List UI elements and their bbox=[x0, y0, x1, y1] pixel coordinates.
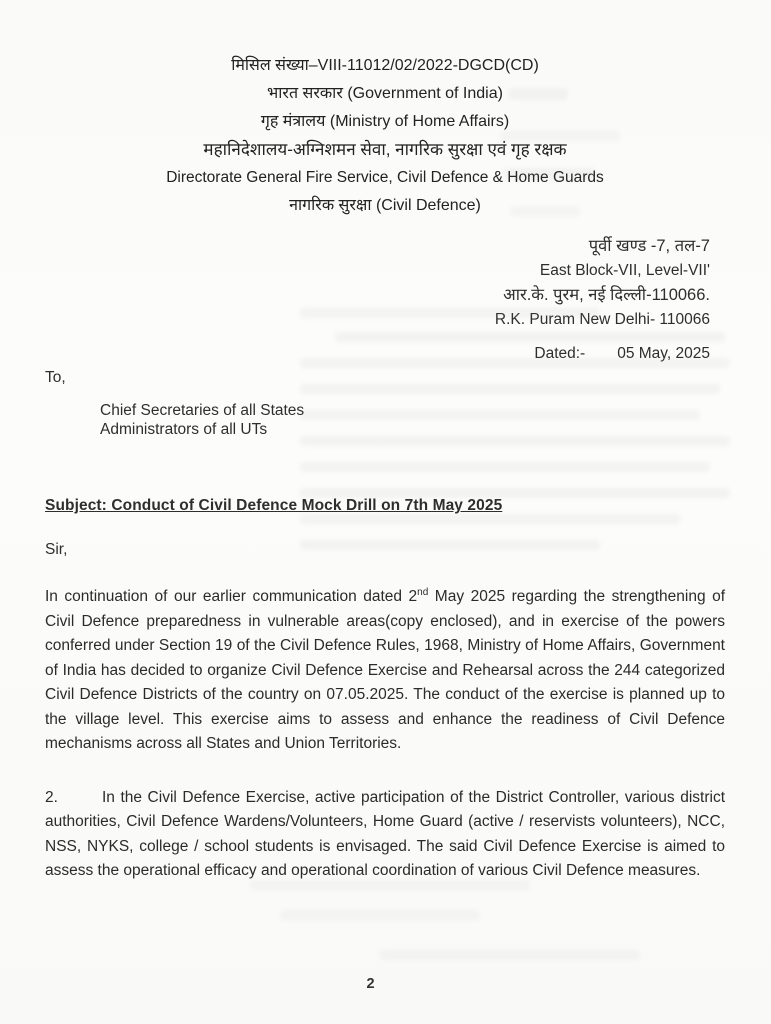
bleedthrough-artifact bbox=[300, 462, 710, 472]
recipient-line-2: Administrators of all UTs bbox=[100, 421, 268, 438]
dated-row bbox=[45, 345, 725, 363]
dated-label: Dated:- bbox=[534, 345, 586, 362]
bleedthrough-artifact bbox=[380, 950, 640, 960]
bleedthrough-artifact bbox=[300, 514, 680, 524]
bleedthrough-artifact bbox=[335, 332, 725, 342]
letterhead bbox=[45, 52, 725, 220]
body-paragraph-2 bbox=[45, 786, 725, 884]
recipient-line-1: Chief Secretaries of all States bbox=[100, 402, 305, 419]
page-number: 2 bbox=[366, 976, 375, 992]
paragraph-number: 2. bbox=[45, 788, 58, 806]
bleedthrough-artifact bbox=[280, 910, 480, 920]
division-line: नागरिक सुरक्षा (Civil Defence) bbox=[289, 197, 481, 214]
file-number: मिसिल संख्या–VIII-11012/02/2022-DGCD(CD) bbox=[231, 57, 539, 74]
ministry-line: गृह मंत्रालय (Ministry of Home Affairs) bbox=[260, 113, 510, 130]
para2-text: In the Civil Defence Exercise, active participation of the District Controller, various district authorities, Civil Defence Wardens/Volunteers, Home Guard (active / reservists volunteers), NCC, NSS, NYKS, college / school students is envisaged. The said Civil Defence Exercise is aimed to assess the operational efficacy and operational coordination of various Civil Defence measures. bbox=[45, 788, 725, 879]
address-line-hindi-2: आर.के. पुरम, नई दिल्ली-110066. bbox=[503, 286, 710, 304]
address-block bbox=[45, 234, 725, 332]
address-line-english-1: East Block-VII, Level-VII' bbox=[539, 261, 710, 279]
para1-text-after-superscript: May 2025 regarding the strengthening of Civil Defence preparedness in vulnerable areas(copy enclosed), and in exercise of the powers conferred under Section 19 of the Civil Defence Rules, 1968, Ministry of Home Affairs, Government of India has decided to organize Civil Defence Exercise and Rehearsal across the 244 categorized Civil Defence Districts of the country on 07.05.2025. The conduct of the exercise is planned up to the village level. This exercise aims to assess and enhance the readiness of Civil Defence mechanisms across all States and Union Territories. bbox=[45, 588, 726, 752]
subject-line: Subject: Conduct of Civil Defence Mock Drill on 7th May 2025 bbox=[45, 497, 503, 514]
dated-value: 05 May, 2025 bbox=[617, 345, 710, 362]
address-line-english-2: R.K. Puram New Delhi- 110066 bbox=[494, 310, 710, 328]
directorate-hindi: महानिदेशालय-अग्निशमन सेवा, नागरिक सुरक्षा एवं गृह रक्षक bbox=[203, 140, 567, 159]
recipient-block bbox=[100, 401, 725, 439]
salutation: Sir, bbox=[45, 541, 68, 558]
ordinal-superscript: nd bbox=[417, 586, 429, 598]
para1-text-before-superscript: In continuation of our earlier communication dated 2 bbox=[45, 588, 418, 605]
body-paragraph-1 bbox=[45, 585, 725, 757]
address-line-hindi-1: पूर्वी खण्ड -7, तल-7 bbox=[588, 237, 710, 255]
directorate-english: Directorate General Fire Service, Civil Defence & Home Guards bbox=[166, 169, 604, 186]
to-label: To, bbox=[45, 369, 66, 386]
government-line: भारत सरकार (Government of India) bbox=[267, 85, 503, 102]
